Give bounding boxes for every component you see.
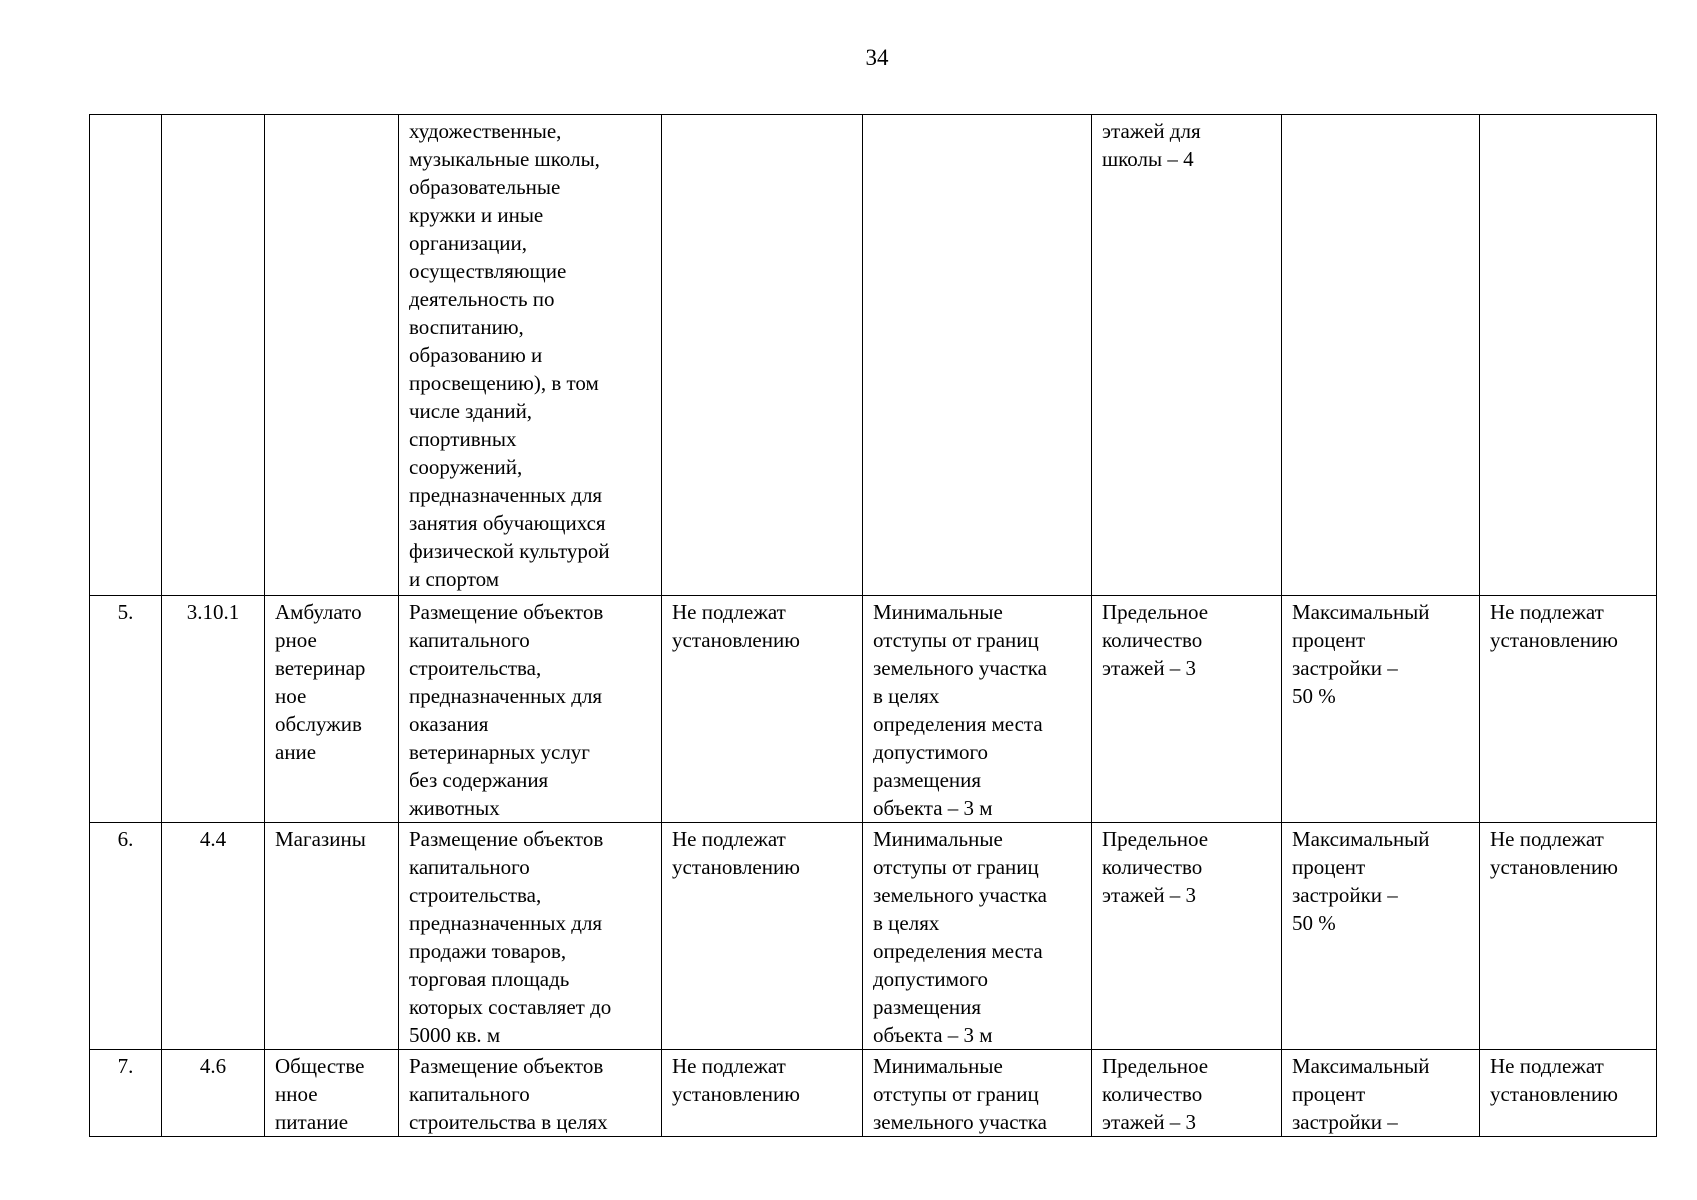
cell-text-line: предназначенных для [409,911,603,935]
cell-text-line: образовательные [409,175,561,199]
cell-text-line: капитального [409,855,530,879]
cell-text-line: Не подлежат [1490,600,1604,624]
cell-text: 5. [117,600,134,624]
use-code-cell [162,823,265,1050]
cell-text-line: ветеринар [275,656,366,680]
cell-text-line: осуществляющие [409,259,567,283]
cell-text-line: количество [1102,628,1203,652]
cell-text: 6. [117,827,134,851]
use-name-cell [265,596,399,823]
cell-text-line: Не подлежат [672,1054,786,1078]
row-number-cell [90,115,162,596]
cell-text-line: размещения [873,995,982,1019]
coverage-cell [1282,1050,1480,1137]
cell-text-line: физической культурой [409,539,610,563]
cell-text-line: капитального [409,1082,530,1106]
cell-text-line: Не подлежат [672,600,786,624]
cell-text-line: допустимого [873,740,989,764]
cell-text-line: музыкальные школы, [409,147,600,171]
cell-text-line: Не подлежат [672,827,786,851]
cell-text-line: торговая площадь [409,967,570,991]
setback-cell [863,823,1092,1050]
setback-cell [863,115,1092,596]
use-description-cell [399,115,662,596]
use-description-cell [399,823,662,1050]
cell-text-line: Размещение объектов [409,827,604,851]
coverage-cell [1282,596,1480,823]
cell-text-line: строительства, [409,883,542,907]
cell-text-line: деятельность по [409,287,555,311]
cell-text-line: ание [275,740,317,764]
use-description-cell [399,1050,662,1137]
cell-text-line: земельного участка [873,1110,1047,1134]
cell-text-line: установлению [672,628,800,652]
cell-text-line: установлению [672,855,800,879]
cell-text-line: оказания [409,712,489,736]
cell-text-line: застройки – [1292,656,1398,680]
cell-text-line: нное [275,1082,318,1106]
cell-text-line: 50 % [1292,911,1336,935]
cell-text-line: Минимальные [873,1054,1003,1078]
cell-text-line: объекта – 3 м [873,1023,993,1047]
floors-cell [1092,1050,1282,1137]
cell-text-line: которых составляет до [409,995,612,1019]
table-row [90,823,1657,1050]
other-params-cell [1480,1050,1657,1137]
floors-cell [1092,823,1282,1050]
other-params-cell [1480,823,1657,1050]
setback-cell [863,1050,1092,1137]
cell-text-line: строительства в целях [409,1110,608,1134]
cell-text-line: установлению [672,1082,800,1106]
cell-text-line: застройки – [1292,1110,1398,1134]
table-row [90,1050,1657,1137]
coverage-cell [1282,115,1480,596]
cell-text-line: ное [275,684,307,708]
cell-text: 7. [117,1054,134,1078]
cell-text-line: художественные, [409,119,562,143]
cell-text-line: Не подлежат [1490,827,1604,851]
cell-text-line: Минимальные [873,827,1003,851]
cell-text-line: количество [1102,855,1203,879]
cell-text-line: установлению [1490,855,1618,879]
cell-text-line: рное [275,628,317,652]
floors-cell [1092,115,1282,596]
cell-text-line: Минимальные [873,600,1003,624]
cell-text-line: допустимого [873,967,989,991]
cell-text: 3.10.1 [186,600,240,624]
cell-text-line: кружки и иные [409,203,544,227]
cell-text-line: капитального [409,628,530,652]
use-code-cell [162,596,265,823]
plot-size-cell [662,1050,863,1137]
row-number-cell [90,1050,162,1137]
cell-text-line: Амбулато [275,600,362,624]
cell-text-line: Предельное [1102,1054,1209,1078]
row-number-cell [90,596,162,823]
use-code-cell [162,115,265,596]
cell-text-line: количество [1102,1082,1203,1106]
setback-cell [863,596,1092,823]
table-row [90,596,1657,823]
cell-text-line: этажей для [1102,119,1201,143]
cell-text-line: земельного участка [873,883,1047,907]
other-params-cell [1480,596,1657,823]
coverage-cell [1282,823,1480,1050]
cell-text-line: строительства, [409,656,542,680]
plot-size-cell [662,823,863,1050]
cell-text-line: образованию и [409,343,543,367]
cell-text-line: отступы от границ [873,628,1039,652]
cell-text-line: занятия обучающихся [409,511,606,535]
cell-text-line: ветеринарных услуг [409,740,590,764]
cell-text-line: в целях [873,911,940,935]
use-name-cell [265,115,399,596]
cell-text-line: Размещение объектов [409,1054,604,1078]
cell-text-line: воспитанию, [409,315,524,339]
cell-text-line: отступы от границ [873,855,1039,879]
cell-text-line: Предельное [1102,827,1209,851]
cell-text-line: школы – 4 [1102,147,1194,171]
cell-text-line: продажи товаров, [409,939,567,963]
zoning-regulations-table [89,114,1657,1137]
use-name-cell [265,1050,399,1137]
cell-text-line: размещения [873,768,982,792]
cell-text-line: Не подлежат [1490,1054,1604,1078]
page-number: 34 [865,45,889,70]
table-row [90,115,1657,596]
floors-cell [1092,596,1282,823]
cell-text-line: процент [1292,855,1366,879]
cell-text-line: обслужив [275,712,362,736]
cell-text-line: Максимальный [1292,600,1430,624]
cell-text-line: сооружений, [409,455,523,479]
table-body [90,115,1657,1137]
cell-text-line: определения места [873,939,1043,963]
cell-text-line: земельного участка [873,656,1047,680]
cell-text: 4.6 [199,1054,227,1078]
row-number-cell [90,823,162,1050]
cell-text-line: объекта – 3 м [873,796,993,820]
cell-text-line: в целях [873,684,940,708]
cell-text-line: животных [409,796,500,820]
cell-text-line: застройки – [1292,883,1398,907]
cell-text-line: процент [1292,1082,1366,1106]
cell-text-line: отступы от границ [873,1082,1039,1106]
cell-text-line: организации, [409,231,527,255]
plot-size-cell [662,115,863,596]
cell-text-line: Обществе [275,1054,365,1078]
cell-text-line: Размещение объектов [409,600,604,624]
cell-text-line: установлению [1490,1082,1618,1106]
cell-text-line: питание [275,1110,349,1134]
cell-text-line: спортивных [409,427,517,451]
use-name-cell [265,823,399,1050]
cell-text-line: просвещению), в том [409,371,599,395]
cell-text-line: 50 % [1292,684,1336,708]
cell-text-line: установлению [1490,628,1618,652]
cell-text-line: предназначенных для [409,483,603,507]
cell-text-line: Максимальный [1292,1054,1430,1078]
cell-text-line: процент [1292,628,1366,652]
cell-text-line: без содержания [409,768,549,792]
cell-text-line: и спортом [409,567,500,591]
plot-size-cell [662,596,863,823]
cell-text-line: Магазины [275,827,366,851]
cell-text-line: предназначенных для [409,684,603,708]
cell-text-line: этажей – 3 [1102,883,1197,907]
cell-text-line: числе зданий, [409,399,533,423]
cell-text-line: этажей – 3 [1102,1110,1197,1134]
cell-text-line: 5000 кв. м [409,1023,501,1047]
other-params-cell [1480,115,1657,596]
cell-text: 4.4 [199,827,227,851]
use-code-cell [162,1050,265,1137]
cell-text-line: Предельное [1102,600,1209,624]
cell-text-line: этажей – 3 [1102,656,1197,680]
cell-text-line: Максимальный [1292,827,1430,851]
use-description-cell [399,596,662,823]
cell-text-line: определения места [873,712,1043,736]
